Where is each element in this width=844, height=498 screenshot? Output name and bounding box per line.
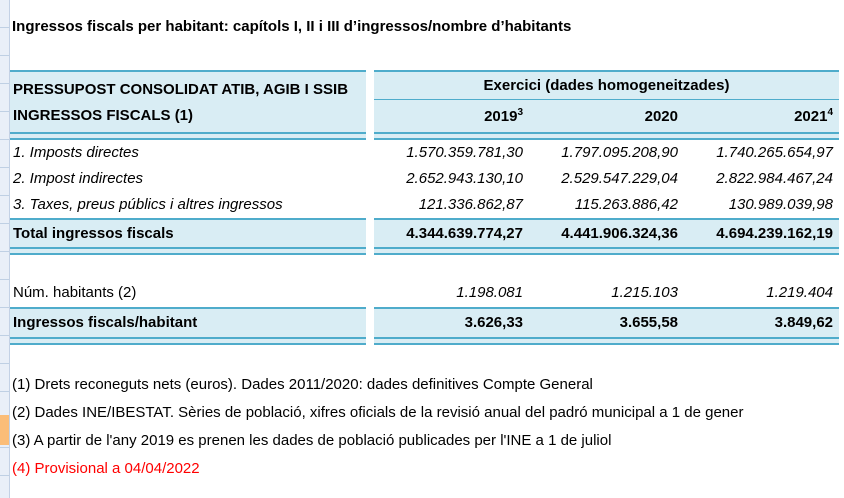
double-border-ratio bbox=[10, 337, 839, 345]
ratio-2019: 3.626,33 bbox=[374, 307, 529, 337]
table-row-habitants bbox=[10, 279, 839, 307]
table-row-imposts-directes bbox=[10, 140, 839, 166]
footnote-ref-4: 4 bbox=[827, 106, 833, 118]
spacer bbox=[10, 40, 839, 70]
header-left-cell bbox=[10, 70, 366, 132]
total-2019: 4.344.639.774,27 bbox=[374, 218, 529, 247]
total-label: Total ingressos fiscals bbox=[10, 218, 366, 247]
table-row-total bbox=[10, 218, 839, 247]
header-right-cell bbox=[374, 70, 839, 132]
footnote-3: (3) A partir de l'any 2019 es prenen les dades de població publicades per l'INE a 1 de juliol bbox=[12, 432, 612, 449]
sheet-content bbox=[10, 0, 839, 483]
cell-2021: 130.989.039,98 bbox=[728, 196, 833, 213]
habitants-label: Núm. habitants (2) bbox=[13, 284, 137, 301]
footnote-2: (2) Dades INE/IBESTAT. Sèries de població, xifres oficials de la revisió anual del padró municipal a 1 de gener bbox=[12, 404, 744, 421]
cell-2021: 1.740.265.654,97 bbox=[716, 144, 833, 161]
row-label: 2. Impost indirectes bbox=[13, 170, 144, 187]
footnote-4-provisional: (4) Provisional a 04/04/2022 bbox=[12, 460, 200, 477]
year-header-2020: 2020 bbox=[644, 107, 678, 125]
habitants-2019: 1.198.081 bbox=[456, 284, 523, 301]
footnotes bbox=[10, 371, 839, 483]
table-row-per-habitant bbox=[10, 307, 839, 337]
cell-2019: 2.652.943.130,10 bbox=[406, 170, 523, 187]
header-left-line1: PRESSUPOST CONSOLIDAT ATIB, AGIB I SSIB bbox=[13, 81, 349, 98]
column-gap bbox=[366, 70, 374, 132]
habitants-2020: 1.215.103 bbox=[611, 284, 678, 301]
habitants-2021: 1.219.404 bbox=[766, 284, 833, 301]
cell-2020: 1.797.095.208,90 bbox=[561, 144, 678, 161]
double-border-header bbox=[10, 132, 839, 140]
footnote-ref-3: 3 bbox=[517, 106, 523, 118]
ratio-2021: 3.849,62 bbox=[684, 307, 839, 337]
double-border-total bbox=[10, 247, 839, 255]
row-label: 1. Imposts directes bbox=[13, 144, 139, 161]
year-header-2021: 2021$^4$ bbox=[794, 106, 833, 125]
cell-2021: 2.822.984.467,24 bbox=[716, 170, 833, 187]
gutter-column bbox=[0, 0, 10, 498]
header-left-line2: INGRESSOS FISCALS (1) bbox=[13, 107, 194, 124]
year-header-2019: 2019$^3$ bbox=[484, 106, 523, 125]
cell-2020: 2.529.547.229,04 bbox=[561, 170, 678, 187]
total-2020: 4.441.906.324,36 bbox=[529, 218, 684, 247]
cell-2019: 1.570.359.781,30 bbox=[406, 144, 523, 161]
table-row-impost-indirectes bbox=[10, 166, 839, 192]
exercici-header: Exercici (dades homogeneitzades) bbox=[374, 72, 839, 100]
table-row-taxes bbox=[10, 192, 839, 218]
page-title: Ingressos fiscals per habitant: capítols I, II i III d’ingressos/nombre d’habitants bbox=[12, 18, 572, 35]
ratio-2020: 3.655,58 bbox=[529, 307, 684, 337]
footnote-1: (1) Drets reconeguts nets (euros). Dades 2011/2020: dades definitives Compte General bbox=[12, 376, 593, 393]
year-header-row bbox=[374, 100, 839, 132]
cell-2020: 115.263.886,42 bbox=[574, 196, 678, 213]
gutter-orange-marker-cell bbox=[0, 415, 9, 445]
total-2021: 4.694.239.162,19 bbox=[684, 218, 839, 247]
ratio-label: Ingressos fiscals/habitant bbox=[10, 307, 366, 337]
cell-2019: 121.336.862,87 bbox=[418, 196, 523, 213]
spacer bbox=[10, 255, 839, 279]
row-label: 3. Taxes, preus públics i altres ingressos bbox=[13, 196, 283, 213]
table-header-row bbox=[10, 70, 839, 132]
